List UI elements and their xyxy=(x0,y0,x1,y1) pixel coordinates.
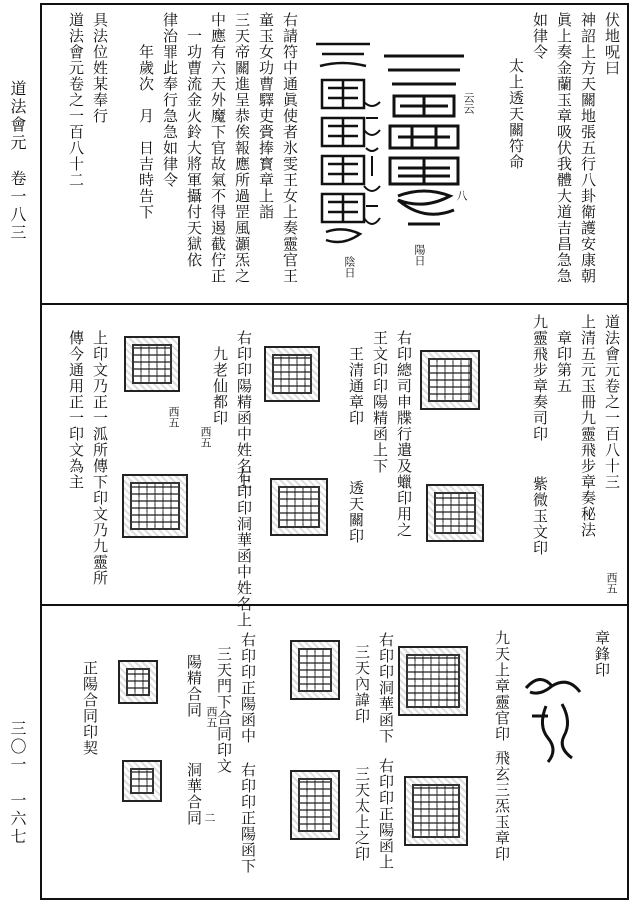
bot-col-7: 三天太上之印 xyxy=(353,766,371,862)
bot-col-9: 右印印正陽函下 xyxy=(239,762,257,874)
seal-donghua-image xyxy=(122,474,188,538)
mid-page-mark: 西五 xyxy=(605,572,618,594)
top-col-2: 神詔上方天關地張五行八卦衛護安康朝 xyxy=(579,12,597,284)
seal-taishang-image xyxy=(290,770,340,840)
bot-col-1: 章鋒印 xyxy=(593,630,611,678)
seal-feixuan-image xyxy=(404,776,468,846)
bot-col-13: 正陽合同印契 xyxy=(81,660,99,756)
seal-jiutian-image xyxy=(398,646,468,716)
seal-ziwei-image xyxy=(426,484,484,542)
mid-small-b: 西五 xyxy=(167,406,180,428)
top-col-3: 眞上奏金蘭玉章吸伏我體大道吉昌急急 xyxy=(555,12,573,284)
top-col-9: 中應有六天外魔下官故氣不得遏截佇正 xyxy=(209,12,227,284)
bot-col-5: 右印印正陽函上 xyxy=(377,758,395,870)
top-col-7: 童玉女功曹驛吏賫捧寳章上詣 xyxy=(257,12,275,220)
top-col-12: 年歲次 月 日吉時告下 xyxy=(137,44,155,220)
top-col-14: 道法會元卷之一百八十二 xyxy=(67,12,85,188)
page-number: 三〇一 一六七 xyxy=(8,720,27,846)
mid-small-a: 西五 xyxy=(199,426,212,448)
top-col-11: 律治罪此奉行急急如律令 xyxy=(161,12,179,188)
bot-col-6: 三天內諱印 xyxy=(353,644,371,724)
label-yang-day: 陽日 xyxy=(413,244,426,266)
top-col-4: 如律令 xyxy=(531,12,549,60)
bot-col-8: 右印印正陽函中 xyxy=(239,632,257,744)
mid-col-14: 傳今通用正一印文為主 xyxy=(67,330,85,490)
bot-col-2: 九天上章靈官印 xyxy=(493,630,511,742)
section-divider-bottom xyxy=(40,604,629,606)
section-divider-top xyxy=(40,303,629,305)
seal-jiulao-image xyxy=(124,336,180,392)
seal-wangqing-image xyxy=(264,346,320,402)
top-col-6: 右請符中通眞使者氷雯王女上奏靈官王 xyxy=(281,12,299,284)
bot-col-12: 洞華合同 xyxy=(185,762,203,826)
talisman-yin-inner-image xyxy=(360,96,384,238)
mid-col-7: 王文印印陽精函上下 xyxy=(371,330,389,474)
mid-col-12: 右印印洞華函中姓名上 xyxy=(235,468,253,628)
mid-col-5: 紫微玉文印 xyxy=(531,476,549,556)
mid-col-11: 九老仙都印 xyxy=(211,346,229,426)
bot-small-d: 二 xyxy=(203,812,216,823)
top-col-10: 一功曹流金火鈴大將軍攝付天獄依 xyxy=(185,28,203,268)
talisman-zhangfeng-image xyxy=(518,666,588,766)
mid-col-4: 九靈飛步章奏司印 xyxy=(531,314,549,442)
bot-col-4: 右印印洞華函下 xyxy=(377,632,395,744)
seal-santian-image xyxy=(290,640,340,700)
talisman-yang-image xyxy=(378,40,470,240)
mid-col-13: 上印文乃正一泒所傳下印文乃九靈所 xyxy=(91,330,109,586)
mid-col-10: 右印印陽精函中姓名上 xyxy=(235,330,253,490)
mid-col-9: 透天關印 xyxy=(347,480,365,544)
top-col-13: 具法位姓某奉行 xyxy=(91,12,109,124)
mid-col-3: 章印第五 xyxy=(555,330,573,394)
seal-yangjing-image xyxy=(118,660,158,704)
mid-col-8: 王清通章印 xyxy=(347,346,365,426)
top-col-5: 太上透天關符命 xyxy=(507,58,525,170)
bot-col-3: 飛玄三炁玉章印 xyxy=(493,750,511,862)
top-col-1: 伏地呪曰 xyxy=(603,12,621,76)
seal-toutian-image xyxy=(270,478,328,536)
label-yunyun: 云云 xyxy=(462,92,475,114)
seal-jiuling-image xyxy=(420,350,480,410)
bot-small-c: 西五 xyxy=(205,706,218,728)
top-col-8: 三天帝關進呈恭俟報應所過罡風灝炁之 xyxy=(233,12,251,284)
label-ba: 八 xyxy=(455,190,468,201)
label-yin-day: 陰日 xyxy=(343,256,356,278)
mid-col-6: 右印總司申牒行遣及蠟印用之 xyxy=(395,330,413,538)
running-title: 道法會元 卷一八三 xyxy=(8,80,27,242)
seal-donghua-contract-image xyxy=(122,760,162,802)
mid-col-2: 上清五元玉冊九靈飛步章奏秘法 xyxy=(579,314,597,538)
bot-col-10: 三天門下合同印文 xyxy=(215,646,233,774)
mid-col-1: 道法會元卷之一百八十三 xyxy=(603,314,621,490)
bot-col-11: 陽精合同 xyxy=(185,654,203,718)
